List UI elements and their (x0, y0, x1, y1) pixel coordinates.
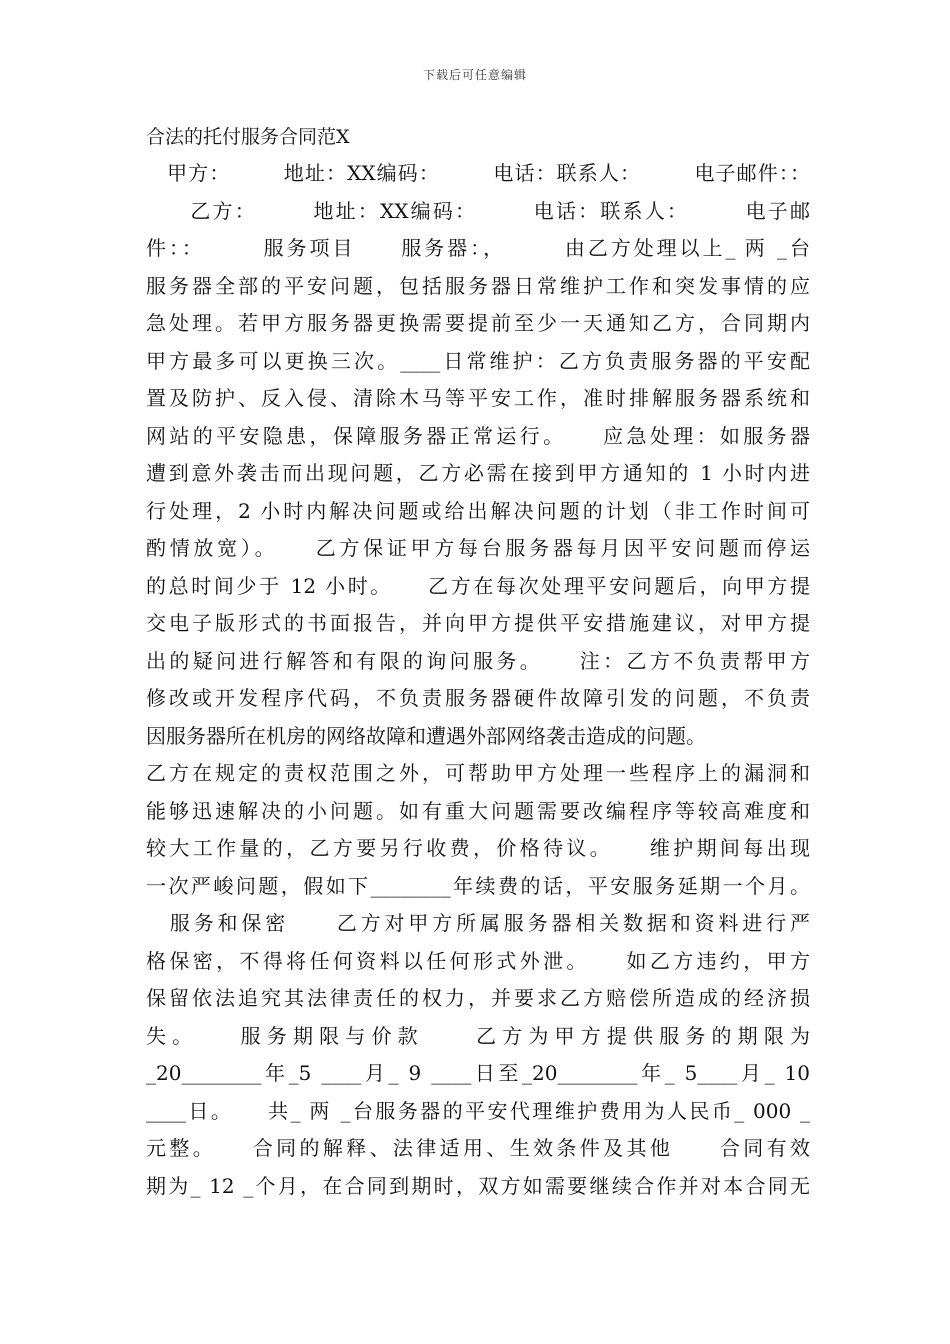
body-line: 乙方在规定的责权范围之外，可帮助甲方处理一些程序上的漏洞和 (146, 761, 810, 785)
body-line: 的总时间少于 12 小时。 乙方在每次处理平安问题后，向甲方提 (146, 573, 810, 598)
body-line: 置及防护、反入侵、清除木马等平安工作，准时排解服务器系统和 (146, 386, 810, 410)
body-line: 一次严峻问题，假如下________年续费的话，平安服务延期一个月。 (146, 873, 810, 898)
body-line: 酌情放宽）。 乙方保证甲方每台服务器每月因平安问题而停运 (146, 536, 810, 560)
body-line: 交电子版形式的书面报告，并向甲方提供平安措施建议，对甲方提 (146, 611, 810, 635)
body-line: _20________年_5 ____月_ 9 ____日至_20________年_ 5____月_ 10 (146, 1061, 810, 1085)
body-line: 急处理。若甲方服务器更换需要提前至少一天通知乙方，合同期内 (146, 311, 810, 335)
body-line: 件：： 服务项目 服务器：， 由乙方处理以上_ 两 _台 (146, 236, 810, 260)
contract-body (146, 155, 810, 1205)
body-line: 服务和保密 乙方对甲方所属服务器相关数据和资料进行严 (146, 911, 810, 935)
body-line: 乙方： 地址：XX编码： 电话：联系人： 电子邮 (146, 198, 810, 223)
body-line: 甲方最多可以更换三次。____日常维护：乙方负责服务器的平安配 (146, 348, 810, 373)
body-line: 服务器全部的平安问题，包括服务器日常维护工作和突发事情的应 (146, 273, 810, 298)
body-line: 能够迅速解决的小问题。如有重大问题需要改编程序等较高难度和 (146, 798, 810, 823)
body-line: 失。 服务期限与价款 乙方为甲方提供服务的期限为 (146, 1023, 810, 1048)
body-line: 修改或开发程序代码，不负责服务器硬件故障引发的问题，不负责 (146, 686, 810, 710)
body-line: 期为_ 12 _个月，在合同到期时，双方如需要继续合作并对本合同无 (146, 1173, 810, 1198)
body-line: 甲方： 地址：XX编码： 电话：联系人： 电子邮件：： (146, 161, 810, 185)
body-line: 因服务器所在机房的网络故障和遭遇外部网络袭击造成的问题。 (146, 723, 706, 748)
body-line: 格保密，不得将任何资料以任何形式外泄。 如乙方违约，甲方 (146, 948, 810, 973)
body-line: 遭到意外袭击而出现问题，乙方必需在接到甲方通知的 1 小时内进 (146, 461, 810, 485)
body-line: 行处理，2 小时内解决问题或给出解决问题的计划（非工作时间可 (146, 498, 810, 523)
body-line: 保留依法追究其法律责任的权力，并要求乙方赔偿所造成的经济损 (146, 986, 810, 1010)
body-line: 出的疑问进行解答和有限的询问服务。 注：乙方不负责帮甲方 (146, 648, 810, 673)
body-line: 元整。 合同的解释、法律适用、生效条件及其他 合同有效 (146, 1136, 810, 1160)
body-line: ____日。 共_ 两 _台服务器的平安代理维护费用为人民币_ 000 _ (146, 1098, 810, 1123)
header-note: 下载后可任意编辑 (422, 68, 527, 82)
body-line: 较大工作量的，乙方要另行收费，价格待议。 维护期间每出现 (146, 836, 810, 860)
document-title: 合法的托付服务合同范X (146, 126, 350, 148)
body-line: 网站的平安隐患，保障服务器正常运行。 应急处理：如服务器 (146, 423, 810, 448)
